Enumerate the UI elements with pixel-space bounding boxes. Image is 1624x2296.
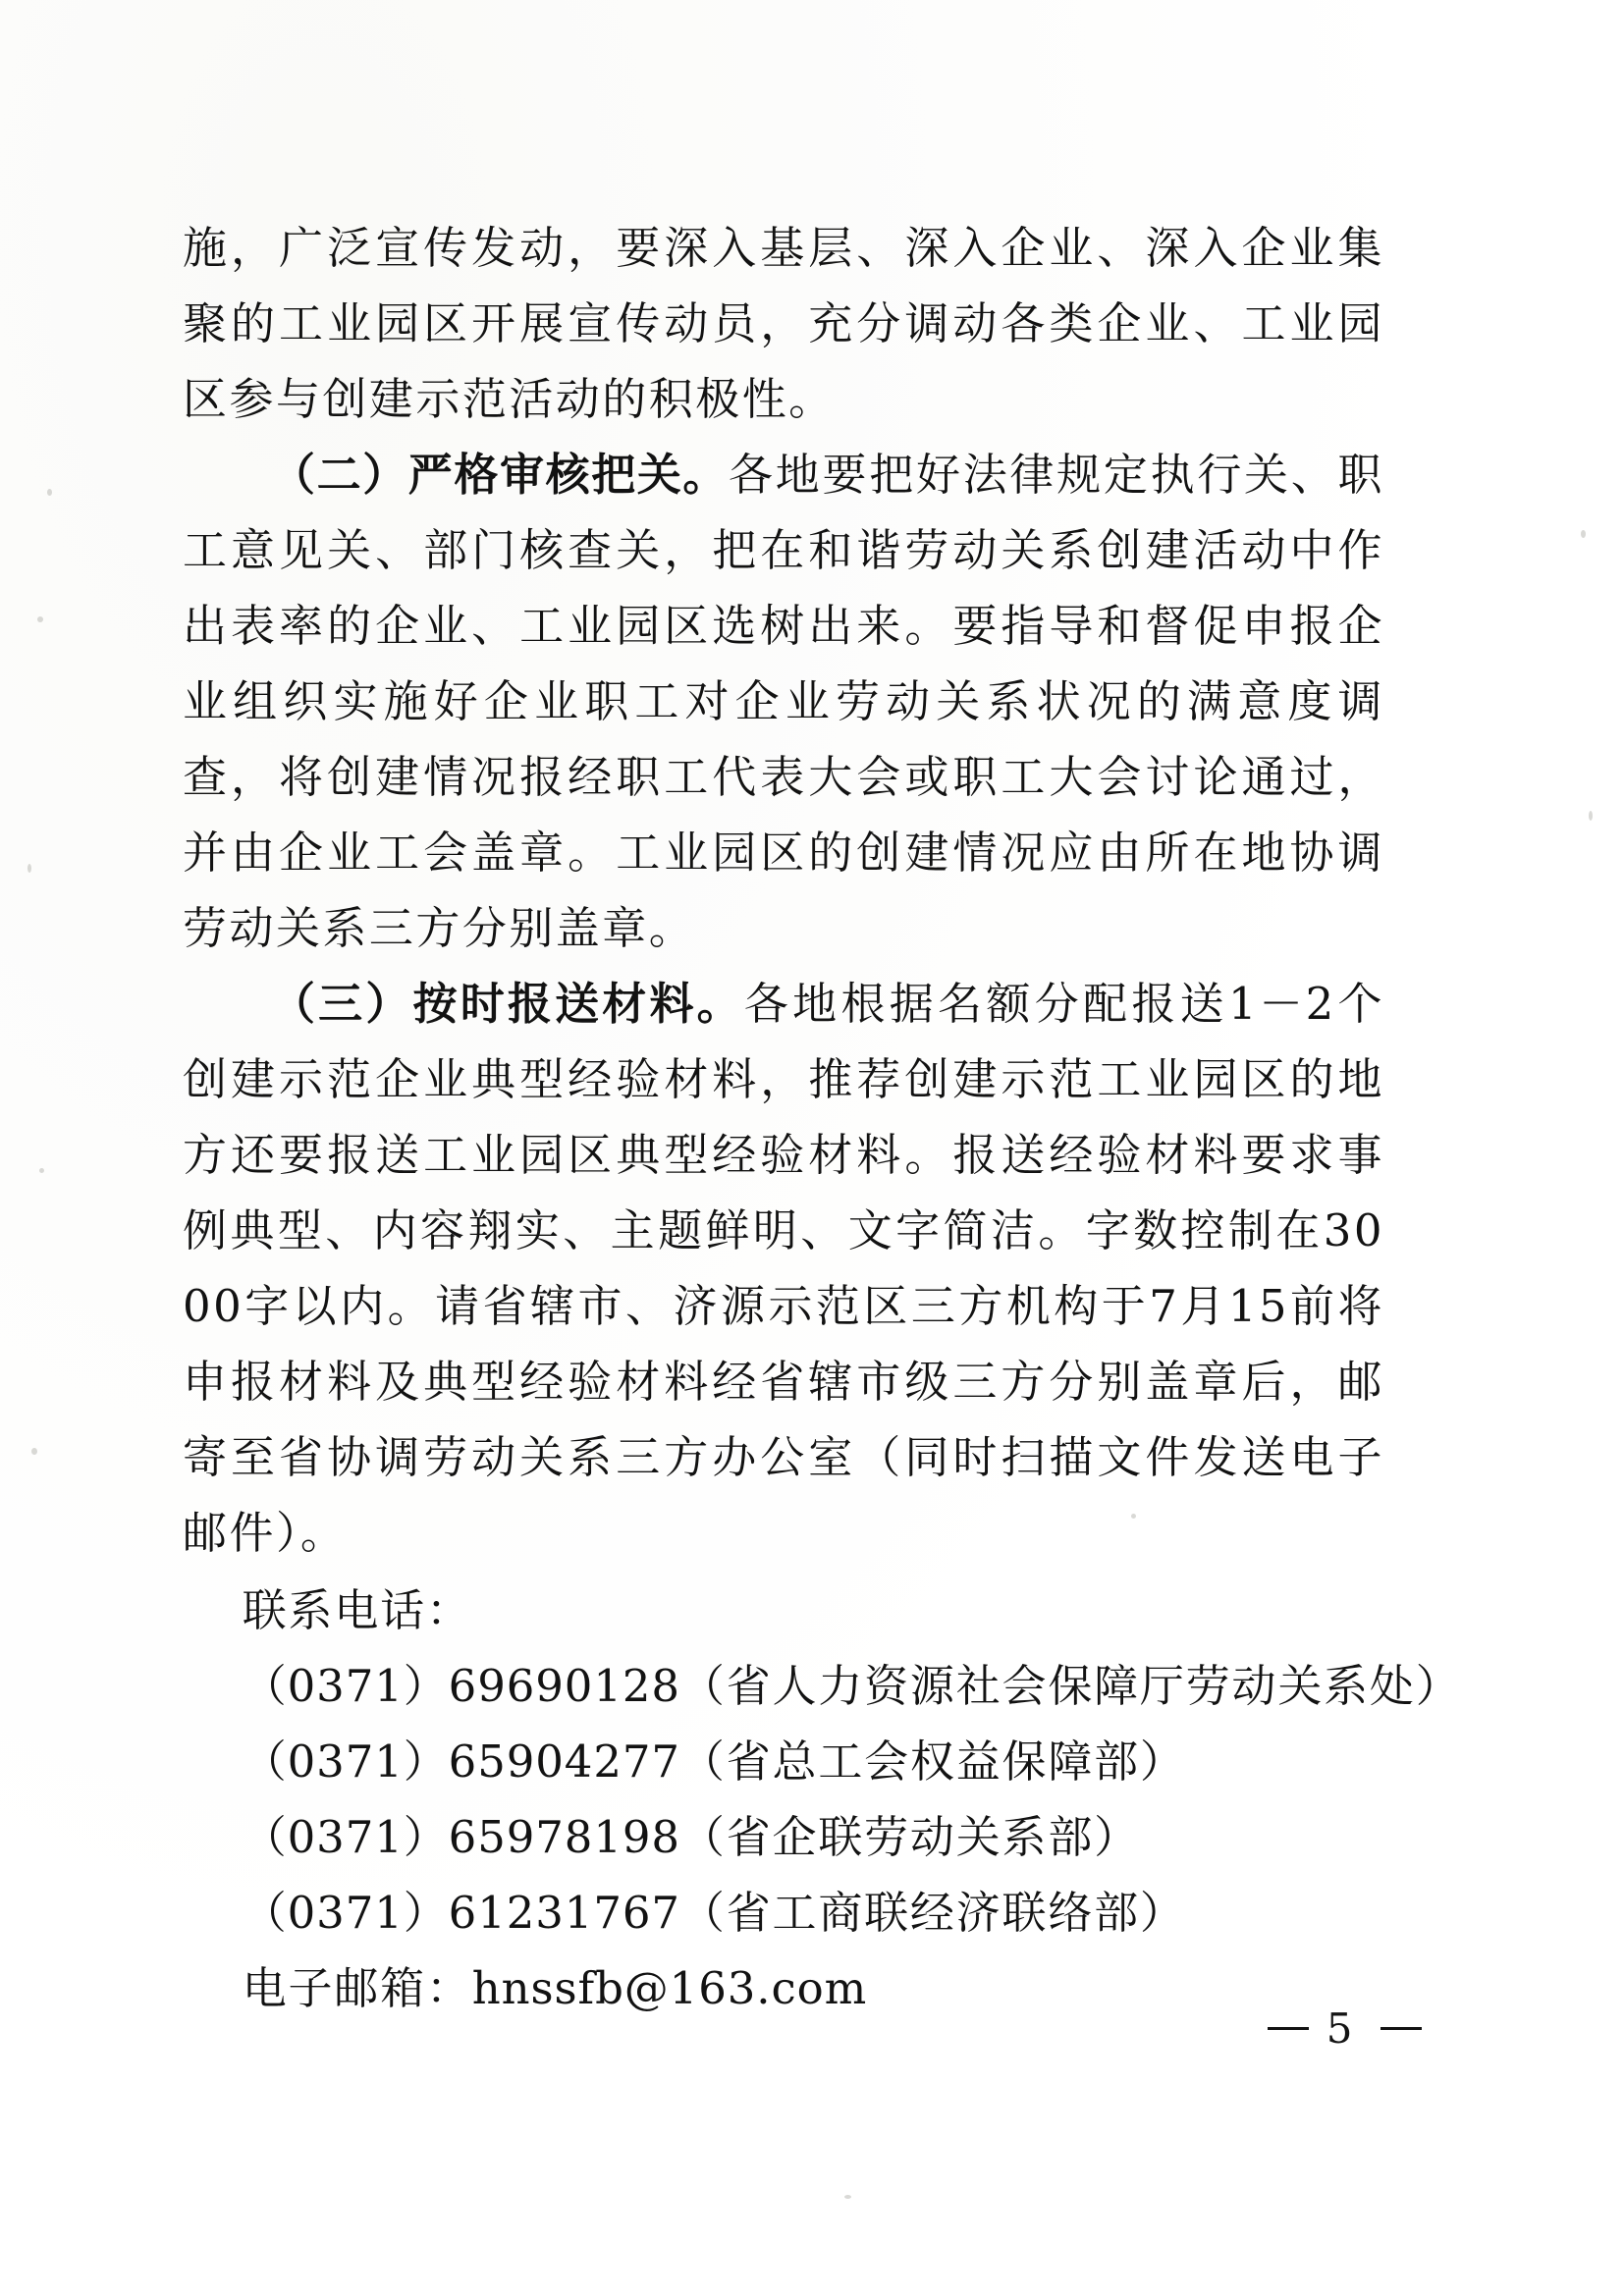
- contact-department: （省工商联经济联络部）: [679, 1887, 1186, 1939]
- contact-phone-number: （0371）61231767: [242, 1887, 680, 1939]
- contact-entry: [183, 1724, 1384, 1799]
- contact-entry: [183, 1648, 1462, 1724]
- page-number-value: 5: [1326, 2004, 1363, 2053]
- scan-speckle: [1581, 530, 1586, 538]
- scan-speckle: [27, 864, 31, 873]
- contact-email-line: [183, 1950, 1384, 2026]
- scan-speckle: [39, 1168, 44, 1173]
- paragraph-text: 各地根据名额分配报送1－2个创建示范企业典型经验材料，推荐创建示范工业园区的地方还要报送工业园区典型经验材料。报送经验材料要求事例典型、内容翔实、主题鲜明、文字简洁。字数控制在3000字以内。请省辖市、济源示范区三方机构于7月15前将申报材料及典型经验材料经省辖市级三方分别盖章后，邮寄至省协调劳动关系三方办公室（同时扫描文件发送电子邮件）。: [183, 978, 1384, 1559]
- contact-department: （省总工会权益保障部）: [679, 1735, 1186, 1788]
- paragraph-section-two: [183, 437, 1384, 966]
- contact-email-value: hnssfb@163.com: [471, 1962, 868, 2014]
- paragraph-section-three: [183, 966, 1384, 1571]
- scan-speckle: [1589, 811, 1593, 821]
- page-number-dash-left: [1268, 2027, 1309, 2030]
- contact-department: （省人力资源社会保障厅劳动关系处）: [679, 1660, 1462, 1712]
- page-number-dash-right: [1380, 2027, 1422, 2030]
- section-heading-two: （二）严格审核把关。: [271, 449, 730, 501]
- paragraph-continued: [183, 210, 1384, 437]
- contact-entry: [183, 1799, 1384, 1875]
- scan-speckle: [47, 489, 52, 496]
- section-heading-three: （三）按时报送材料。: [271, 978, 744, 1030]
- contact-phone-number: （0371）69690128: [242, 1660, 680, 1712]
- page-number: [1268, 2004, 1422, 2053]
- contact-entry: [183, 1875, 1384, 1950]
- contact-phone-number: （0371）65904277: [242, 1735, 680, 1788]
- document-body: [183, 210, 1462, 2026]
- contact-phone-number: （0371）65978198: [242, 1811, 680, 1863]
- scan-speckle: [37, 616, 43, 622]
- contact-department: （省企联劳动关系部）: [679, 1811, 1140, 1863]
- contact-email-label: 电子邮箱：: [242, 1962, 472, 2014]
- paragraph-text: 施，广泛宣传发动，要深入基层、深入企业、深入企业集聚的工业园区开展宣传动员，充分调动各类企业、工业园区参与创建示范活动的积极性。: [183, 222, 1384, 425]
- paragraph-text: 各地要把好法律规定执行关、职工意见关、部门核查关，把在和谐劳动关系创建活动中作出表率的企业、工业园区选树出来。要指导和督促申报企业组织实施好企业职工对企业劳动关系状况的满意度调查，将创建情况报经职工代表大会或职工大会讨论通过，并由企业工会盖章。工业园区的创建情况应由所在地协调劳动关系三方分别盖章。: [183, 449, 1384, 954]
- contact-block: [183, 1573, 1462, 2026]
- scan-speckle: [844, 2195, 851, 2199]
- contact-label: 联系电话：: [242, 1584, 472, 1636]
- scan-speckle: [31, 1448, 37, 1455]
